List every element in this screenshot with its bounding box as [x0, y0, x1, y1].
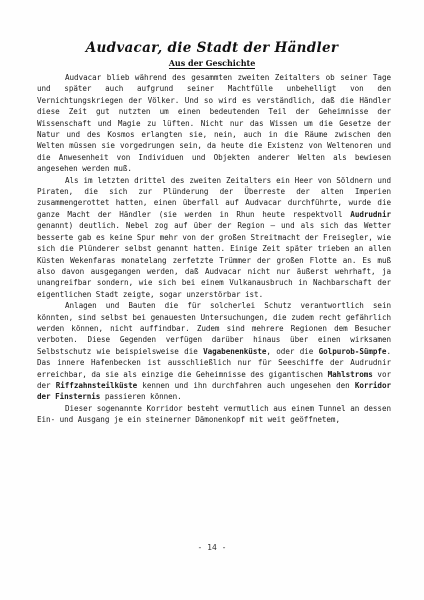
text-run: kennen und ihn durchfahren auch ungesehen den: [137, 380, 355, 390]
text-run: Als im letzten drittel des zweiten Zeitalters ein Heer von Söldnern und Piraten, die sich zur Plünderung der Überreste der alten Imperien zusammengerottet hatten, einen überfall auf Audvacar durchführte, wurde die ganze Macht der Händler (sie werden in Rhun heute respektvoll: [37, 175, 391, 219]
paragraph: [37, 175, 391, 300]
emphasized-term: Vagabenenküste: [203, 346, 267, 356]
text-run: passieren können.: [100, 392, 182, 402]
paragraph: [37, 300, 391, 403]
text-run: Anlagen und Bauten die für solcherlei Schutz verantwortlich sein könnten, sind selbst bei genauesten Untersuchungen, die zudem recht gefährlich werden können, nicht auffindbar. Zudem sind mehrere Regionen dem Besucher verboten. Diese Gegenden verfügen darüber hinaus über einen wirksamen Selbstschutz wie beispielsweise die: [37, 301, 391, 356]
text-run: Audvacar blieb während des gesammten zweiten Zeitalters ob seiner Tage und später auch aufgrund seiner Machtfülle unbehelligt von den Vernichtungskriegen der Völker. Und so wird es verständlich, daß die Händler diese Zeit gut nutzten um einen bedeutenden Teil der Geheimnisse der Wissenschaft und Magie zu lüften. Nicht nur das Wissen um die Gesetze der Natur und des Kosmos erlangten sie, nein, auch in die Räume zwischen den Welten müssen sie vorgedrungen sein, da heute die Existenz von Weltenoren und die Anwesenheit von Individuen und Objekten anderer Welten als bewiesen angesehen werden muß.: [37, 73, 391, 174]
text-run: vor der: [37, 369, 391, 390]
body-text: [37, 72, 391, 426]
emphasized-term: Riffzahnsteilküste: [55, 380, 138, 390]
page-title: Audvacar, die Stadt der Händler: [85, 40, 339, 56]
text-run: Dieser sogenannte Korridor besteht vermutlich aus einem Tunnel an dessen Ein- und Ausgang je ein steinerner Dämonenkopf mit weit geöffnetem,: [37, 403, 391, 425]
section-subtitle: [0, 58, 424, 68]
emphasized-term: Mahlstroms: [327, 369, 373, 379]
text-run: genannt) deutlich. Nebel zog auf über der Region – und als sich das Wetter besserte gab es keine Spur mehr von der großen Streitmacht der Freisegler, wie sich die Plünderer selbst genannt hatten. Einige Zeit später trieben an allen Küsten Wekenfaras monatelang zerfetzte Trümmer der großen Flotte an. Es muß also davon ausgegangen werden, daß Audvacar nicht nur äußerst wehrhaft, ja unangreifbar sondern, wie sich bei einem Vulkanausbruch in Nachbarschaft der eigentlichen Stadt zeigte, sogar unzerstörbar ist.: [37, 221, 391, 299]
paragraph: [37, 403, 391, 426]
section-subtitle-text: Aus der Geschichte: [168, 58, 256, 68]
emphasized-term: Golpurob-Sümpfe: [318, 346, 387, 356]
page-number: - 14 -: [197, 543, 227, 552]
paragraph: [37, 72, 391, 175]
text-run: . Das innere Hafenbecken ist ausschließlich nur für Seeschiffe der Audrudnir erreichbar, da sie als einzige die Geheimnisse des gigantischen: [37, 346, 391, 379]
emphasized-term: Korridor der Finsternis: [37, 380, 391, 402]
text-run: , oder die: [266, 346, 319, 356]
emphasized-term: Audrudnir: [350, 209, 391, 219]
